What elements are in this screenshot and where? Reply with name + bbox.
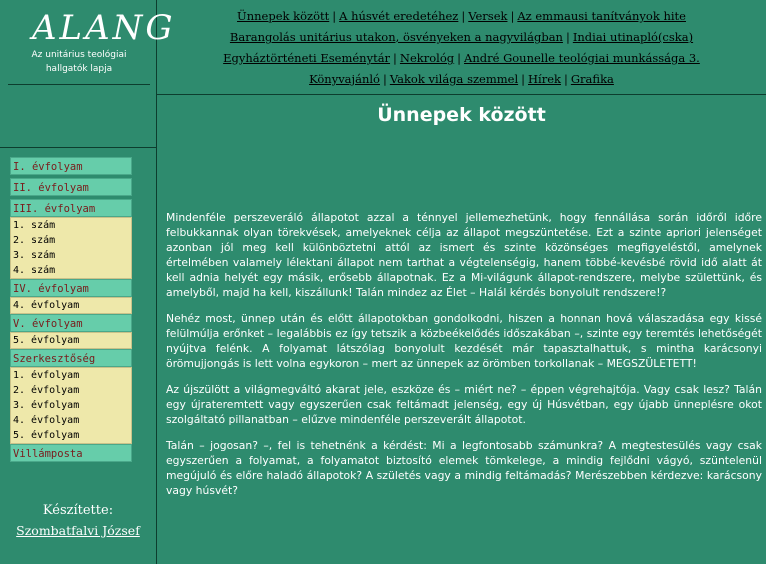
topnav-link[interactable]: Grafika <box>570 72 614 86</box>
credits-label: Készítette: <box>42 503 114 518</box>
logo-word: ALANG <box>32 8 176 48</box>
issue-list-year-5 <box>10 332 132 349</box>
topnav-link[interactable]: Indiai utinapló(cska) <box>572 30 694 44</box>
topnav-link[interactable]: André Gounelle teológiai munkássága 3. <box>464 51 700 65</box>
topnav-row: Egyháztörténeti Eseménytár | Nekrológ | André Gounelle teológiai munkássága 3. <box>223 51 700 65</box>
topnav-link[interactable]: Egyháztörténeti Eseménytár <box>223 51 391 65</box>
issue-link[interactable]: 4. szám <box>13 265 56 276</box>
author-link[interactable]: Szombatfalvi József <box>16 523 140 538</box>
topnav-link[interactable]: Versek <box>468 9 508 23</box>
left-panel <box>0 0 176 564</box>
issue-list-year-4 <box>10 297 132 314</box>
sidebar-item-editorial[interactable]: Szerkesztőség <box>10 349 132 367</box>
topnav-link[interactable]: Ünnepek között <box>237 9 330 23</box>
sidebar-item-year-1[interactable]: I. évfolyam <box>10 157 132 175</box>
divider <box>0 147 156 148</box>
sidebar-item-year-4[interactable]: IV. évfolyam <box>10 279 132 297</box>
issue-list-year-3 <box>10 217 132 279</box>
issue-link[interactable]: 5. évfolyam <box>13 430 80 441</box>
topnav-link[interactable]: A húsvét eredetéhez <box>339 9 459 23</box>
divider <box>8 84 150 85</box>
topnav-link[interactable]: Nekrológ <box>399 51 455 65</box>
issue-link[interactable]: 3. évfolyam <box>13 400 80 411</box>
credits <box>0 503 156 538</box>
topnav-row: Barangolás unitárius utakon, ösvényeken a nagyvilágban | Indiai utinapló(cska) <box>229 30 694 44</box>
sidebar-item-year-5[interactable]: V. évfolyam <box>10 314 132 332</box>
issue-link[interactable]: 1. szám <box>13 220 56 231</box>
sidebar-item-email[interactable]: Villámposta <box>10 444 132 462</box>
article-body <box>166 210 762 509</box>
topnav-link[interactable]: Barangolás unitárius utakon, ösvényeken a nagyvilágban <box>229 30 563 44</box>
issue-link[interactable]: 4. évfolyam <box>13 415 80 426</box>
topnav-link[interactable]: Könyvajánló <box>309 72 380 86</box>
sidebar-item-year-3[interactable]: III. évfolyam <box>10 199 132 217</box>
topnav-link[interactable]: Hírek <box>528 72 561 86</box>
divider <box>157 94 766 95</box>
topnav-link[interactable]: Az emmausi tanítványok hite <box>517 9 686 23</box>
logo-subtitle: Az unitárius teológiai hallgatók lapja <box>31 50 127 74</box>
issue-link[interactable]: 3. szám <box>13 250 56 261</box>
issue-list-editorial <box>10 367 132 444</box>
top-navigation <box>157 6 766 90</box>
article-paragraph: Mindenféle perszeveráló állapotot azzal a ténnyel jellemezhetünk, hogy fennállása során időről időre felbukkannak olyan törekvések, amelyeknek célja az állapot megszüntetése. Ezt a szinte apriori jelenséget azonban jól meg kell különböztetni attól az ismert és szinte közönséges megfigyeléstől, amelynek értelmében valamely lélektani állapot nem tarthat a végtelenségig, hanem többé-kevésbé rövid idő alatt át kell adnia helyét egy másik, erősebb állapotnak. Ez a Mi-világunk állapot-rendszere, melybe születtünk, és amelyből, majd ha kell, kiszállunk! Talán mindez az Élet – Halál kérdés bonyolult rendszere!? <box>166 211 762 299</box>
article-paragraph: Nehéz most, ünnep után és előtt állapotokban gondolkodni, hiszen a honnan hová válaszadása egy kissé felülmúlja erőnket – legalábbis ez így tetszik a közbeékelődés időszakában –, szinte egy teremtés lehetőségét nyújtva felénk. A folyamat látszólag bonyolult kezdését már tapasztalhattuk, s mintha karácsonyi örömujjongás is lett volna egykoron – mert az ünnepek az örömben torkollanak – MEGSZÜLETETT! <box>166 312 762 370</box>
sidebar-nav <box>10 157 132 465</box>
logo[interactable] <box>8 6 176 86</box>
issue-link[interactable]: 1. évfolyam <box>13 370 80 381</box>
issue-link[interactable]: 2. szám <box>13 235 56 246</box>
page-title: Ünnepek között <box>377 104 546 126</box>
topnav-link[interactable]: Vakok világa szemmel <box>389 72 519 86</box>
article-paragraph: Az újszülött a világmegváltó akarat jele, eszköze és – miért ne? – éppen végrehajtója. Vagy csak lesz? Talán egy újrateremtett vagy egyszerűen csak feltámadt jelenség, egy új Húsvétban, egy újabb ünneplésre okot szolgáltató pillanatban – elűzve mindenféle perszeverált állapotot. <box>166 383 762 426</box>
topnav-row: Ünnepek között | A húsvét eredetéhez | Versek | Az emmausi tanítványok hite <box>237 9 686 23</box>
issue-link[interactable]: 2. évfolyam <box>13 385 80 396</box>
sidebar-item-year-2[interactable]: II. évfolyam <box>10 178 132 196</box>
issue-link[interactable]: 4. évfolyam <box>13 300 80 311</box>
topnav-row: Könyvajánló | Vakok világa szemmel | Hírek | Grafika <box>309 72 614 86</box>
issue-link[interactable]: 5. évfolyam <box>13 335 80 346</box>
article-paragraph: Talán – jogosan? –, fel is tehetnénk a kérdést: Mi a legfontosabb számunkra? A megtestesülés vagy csak egyszerűen a folyamat, a folyamatot biztosító elemek tömkelege, a mindig fejlődni vágyó, szüntelenül megújuló és előre haladó állapotok? A születés vagy a mindig feltámadás? Merészebben kérdezve: karácsony vagy húsvét? <box>166 439 762 497</box>
